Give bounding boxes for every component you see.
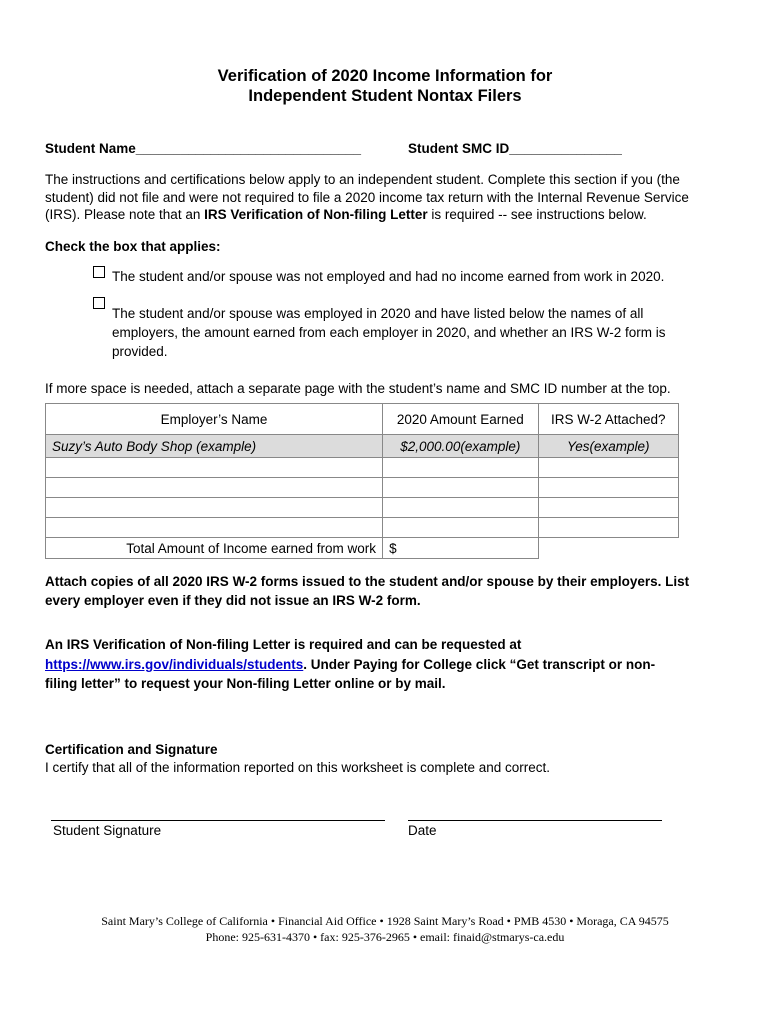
attach-note-line1: Attach copies of all 2020 IRS W-2 forms issued to the student and/or spouse by their employers. List (45, 574, 690, 589)
more-space-note: If more space is needed, attach a separate page with the student’s name and SMC ID number at the top. (45, 381, 671, 396)
table-row[interactable] (46, 458, 679, 478)
checkbox-icon[interactable] (93, 266, 105, 278)
intro-line3-post: is required -- see instructions below. (427, 207, 647, 222)
certification-text: I certify that all of the information reported on this worksheet is complete and correct. (45, 759, 550, 775)
student-name-field[interactable] (45, 140, 361, 158)
irs-link[interactable]: https://www.irs.gov/individuals/students (45, 656, 304, 672)
w2-cell[interactable] (538, 518, 678, 538)
smc-id-label: Student SMC ID (408, 141, 510, 156)
footer-address: Saint Mary’s College of California • Financial Aid Office • 1928 Saint Mary’s Road • PMB 4530 • Moraga, CA 94575 (101, 914, 669, 928)
amount-cell[interactable] (383, 518, 538, 538)
table-row-example (46, 435, 679, 458)
example-amount: $2,000.00(example) (383, 435, 538, 458)
option-1-text (112, 268, 732, 286)
intro-line1: The instructions and certifications below apply to an independent student. Complete this section if you (the (45, 172, 680, 187)
smc-id-field[interactable] (408, 140, 622, 158)
check-heading: Check the box that applies: (45, 239, 221, 254)
employer-cell[interactable] (46, 518, 383, 538)
letter-note-line1: An IRS Verification of Non-filing Letter is required and can be requested at (45, 637, 522, 652)
example-w2: Yes(example) (538, 435, 678, 458)
form-title (0, 66, 770, 106)
employer-cell[interactable] (46, 458, 383, 478)
intro-line2: student) did not file and were not required to file a 2020 income tax return with the Internal Revenue Service (45, 189, 689, 205)
header-w2-attached: IRS W-2 Attached? (538, 404, 678, 435)
w2-cell[interactable] (538, 498, 678, 518)
header-employer-name: Employer’s Name (46, 404, 383, 435)
option-2-text (112, 304, 732, 361)
option-2-line3: provided. (112, 344, 168, 359)
date-line[interactable] (408, 806, 662, 821)
intro-line3-bold: IRS Verification of Non-filing Letter (204, 207, 428, 222)
employer-table (45, 403, 679, 559)
option-2-line2: employers, the amount earned from each employer in 2020, and whether an IRS W-2 form is (112, 325, 666, 340)
certification-heading: Certification and Signature (45, 742, 218, 757)
letter-note (45, 635, 655, 694)
student-signature-line[interactable] (51, 806, 385, 821)
employer-cell[interactable] (46, 498, 383, 518)
table-header-row (46, 404, 679, 435)
header-amount-earned: 2020 Amount Earned (383, 404, 538, 435)
employer-cell[interactable] (46, 478, 383, 498)
w2-cell[interactable] (538, 458, 678, 478)
amount-cell[interactable] (383, 498, 538, 518)
total-dollar-sign: $ (389, 540, 397, 556)
w2-cell[interactable] (538, 478, 678, 498)
attach-note-line2: every employer even if they did not issue an IRS W-2 form. (45, 593, 421, 608)
amount-cell[interactable] (383, 458, 538, 478)
option-1-checkbox[interactable] (93, 265, 105, 283)
form-title-line2: Independent Student Nontax Filers (248, 87, 522, 105)
student-name-blank[interactable]: ______________________________ (135, 141, 362, 156)
table-total-row (46, 538, 679, 559)
table-row[interactable] (46, 518, 679, 538)
table-row[interactable] (46, 478, 679, 498)
total-empty-cell (538, 538, 678, 559)
smc-id-blank[interactable]: _______________ (509, 141, 622, 156)
date-label: Date (408, 823, 437, 838)
attach-note (45, 572, 689, 610)
form-title-line1: Verification of 2020 Income Information for (217, 67, 553, 85)
intro-paragraph (45, 171, 745, 224)
student-signature-label: Student Signature (53, 823, 162, 838)
checkbox-icon[interactable] (93, 297, 105, 309)
example-employer: Suzy’s Auto Body Shop (example) (46, 435, 383, 458)
amount-cell[interactable] (383, 478, 538, 498)
total-amount-cell[interactable] (383, 538, 538, 559)
table-row[interactable] (46, 498, 679, 518)
intro-line3-pre: (IRS). Please note that an (45, 207, 205, 222)
total-label: Total Amount of Income earned from work (46, 538, 383, 559)
footer-contact: Phone: 925-631-4370 • fax: 925-376-2965 • email: finaid@stmarys-ca.edu (205, 930, 565, 944)
letter-note-line2 (45, 655, 655, 675)
certification-section (45, 741, 550, 776)
option-1-line1: The student and/or spouse was not employed and had no income earned from work in 2020. (112, 269, 665, 284)
student-name-label: Student Name (45, 141, 136, 156)
option-2-line1: The student and/or spouse was employed in 2020 and have listed below the names of all (112, 306, 644, 321)
option-2-checkbox[interactable] (93, 296, 105, 314)
footer (0, 913, 770, 945)
letter-note-line2-post: . Under Paying for College click “Get transcript or non- (303, 656, 656, 672)
intro-line3 (45, 206, 745, 224)
letter-note-line3: filing letter” to request your Non-filing Letter online or by mail. (45, 676, 446, 691)
